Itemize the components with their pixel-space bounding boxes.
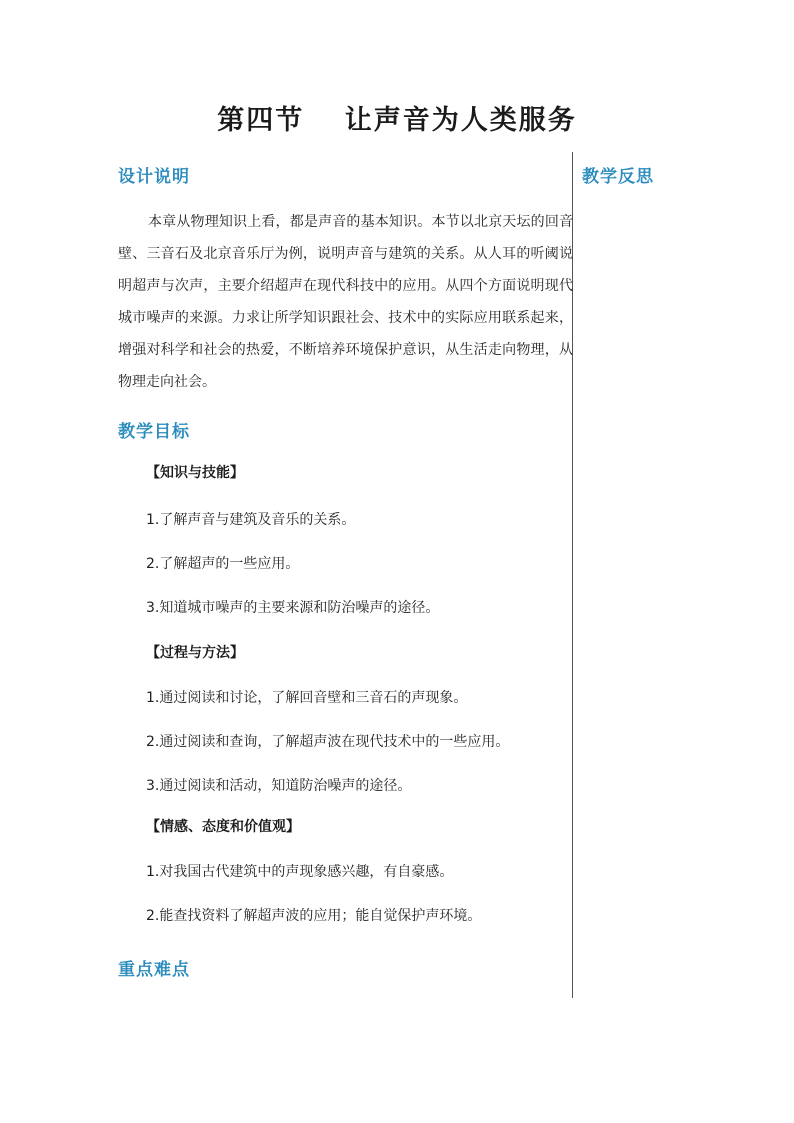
design-notes-heading: 设计说明 (118, 167, 190, 187)
process-methods-heading: 【过程与方法】 (146, 645, 244, 661)
objective-item: 1.通过阅读和讨论，了解回音壁和三音石的声现象。 (146, 690, 468, 706)
reflection-heading: 教学反思 (582, 167, 654, 187)
emotion-values-heading: 【情感、态度和价值观】 (146, 819, 300, 835)
key-points-heading: 重点难点 (118, 960, 190, 980)
objective-item: 1.了解声音与建筑及音乐的关系。 (146, 512, 356, 528)
objective-item: 3.知道城市噪声的主要来源和防治噪声的途径。 (146, 600, 440, 616)
objective-item: 3.通过阅读和活动，知道防治噪声的途径。 (146, 778, 412, 794)
objectives-heading: 教学目标 (118, 422, 190, 442)
objective-item: 2.通过阅读和查询，了解超声波在现代技术中的一些应用。 (146, 734, 510, 750)
page-title: 第四节 让声音为人类服务 (217, 105, 577, 136)
knowledge-skills-heading: 【知识与技能】 (146, 465, 244, 481)
design-notes-paragraph: 本章从物理知识上看，都是声音的基本知识。本节以北京天坛的回音壁、三音石及北京音乐厅为例，说明声音与建筑的关系。从人耳的听阈说明超声与次声，主要介绍超声在现代科技中的应用。从四个方面说明现代城市噪声的来源。力求让所学知识跟社会、技术中的实际应用联系起来，增强对科学和社会的热爱，不断培养环境保护意识，从生活走向物理，从物理走向社会。 (118, 214, 573, 390)
objective-item: 2.了解超声的一些应用。 (146, 556, 300, 572)
objective-item: 1.对我国古代建筑中的声现象感兴趣，有自豪感。 (146, 864, 454, 880)
objective-item: 2.能查找资料了解超声波的应用；能自觉保护声环境。 (146, 908, 482, 924)
